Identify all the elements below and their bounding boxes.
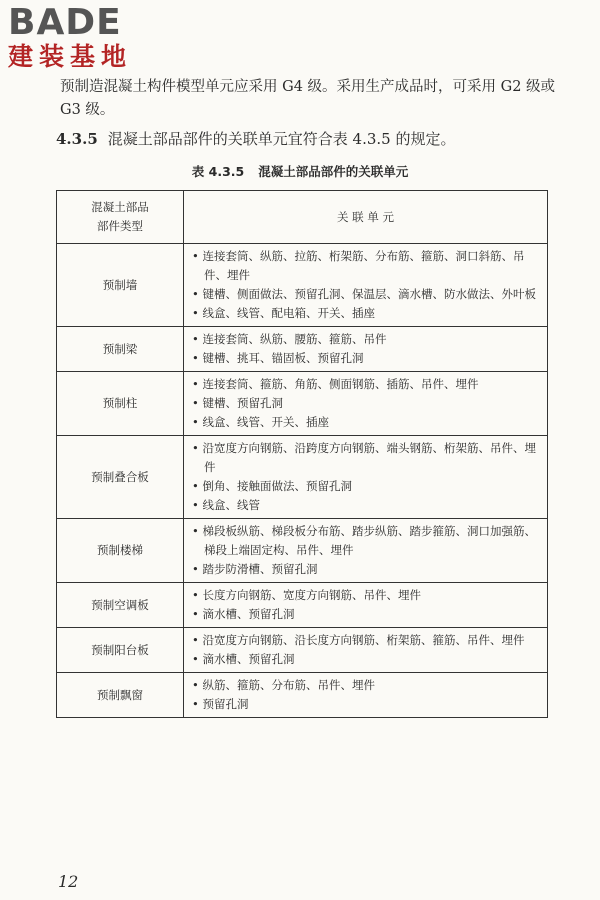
bullet-icon: • xyxy=(192,377,203,391)
related-units-cell xyxy=(184,519,548,583)
unit-list-item xyxy=(192,439,539,477)
unit-text: 滴水槽、预留孔洞 xyxy=(202,652,295,666)
related-units-cell xyxy=(184,583,548,628)
bullet-icon: • xyxy=(192,524,203,538)
bullet-icon: • xyxy=(192,306,203,320)
unit-text: 线盒、线管、配电箱、开关、插座 xyxy=(202,306,375,320)
related-units-cell xyxy=(184,244,548,327)
header-component-type xyxy=(57,191,184,244)
clause-number: 4.3.5 xyxy=(56,130,98,148)
component-type-cell: 预制楼梯 xyxy=(57,519,184,583)
unit-text: 键槽、侧面做法、预留孔洞、保温层、滴水槽、防水做法、外叶板 xyxy=(202,287,536,301)
unit-text: 梯段板纵筋、梯段板分布筋、踏步纵筋、踏步箍筋、洞口加强筋、梯段上端固定构、吊件、埋件 xyxy=(202,524,536,557)
header-col1-line2: 部件类型 xyxy=(97,219,143,233)
unit-text: 踏步防滑槽、预留孔洞 xyxy=(202,562,318,576)
table-row xyxy=(57,372,548,436)
related-units-table xyxy=(56,190,548,718)
bullet-icon: • xyxy=(192,332,203,346)
related-units-cell xyxy=(184,327,548,372)
bullet-icon: • xyxy=(192,498,203,512)
bullet-icon: • xyxy=(192,678,203,692)
component-type-cell: 预制柱 xyxy=(57,372,184,436)
bullet-icon: • xyxy=(192,607,203,621)
bullet-icon: • xyxy=(192,697,203,711)
table-row xyxy=(57,327,548,372)
unit-text: 沿宽度方向钢筋、沿跨度方向钢筋、端头钢筋、桁架筋、吊件、埋件 xyxy=(202,441,536,474)
bade-logo xyxy=(8,4,132,72)
unit-list-item xyxy=(192,394,539,413)
logo-subtitle: 建装基地 xyxy=(8,42,133,71)
unit-text: 滴水槽、预留孔洞 xyxy=(202,607,295,621)
unit-list-item xyxy=(192,247,539,285)
component-type-cell: 预制飘窗 xyxy=(57,673,184,718)
table-row xyxy=(57,628,548,673)
unit-text: 线盒、线管 xyxy=(202,498,260,512)
unit-list-item xyxy=(192,605,539,624)
bullet-icon: • xyxy=(192,287,203,301)
related-units-cell xyxy=(184,372,548,436)
component-type-cell: 预制叠合板 xyxy=(57,436,184,519)
unit-text: 连接套筒、纵筋、腰筋、箍筋、吊件 xyxy=(202,332,387,346)
table-row xyxy=(57,244,548,327)
bullet-icon: • xyxy=(192,562,203,576)
unit-list-item xyxy=(192,349,539,368)
header-related-units: 关 联 单 元 xyxy=(184,191,548,244)
logo-wordmark: BADE xyxy=(8,2,122,43)
unit-text: 连接套筒、箍筋、角筋、侧面钢筋、插筋、吊件、埋件 xyxy=(202,377,479,391)
clause-text: 混凝土部品部件的关联单元宜符合表 4.3.5 的规定。 xyxy=(107,130,456,148)
table-caption-title: 混凝土部品部件的关联单元 xyxy=(258,164,409,179)
table-row xyxy=(57,519,548,583)
unit-text: 键槽、挑耳、锚固板、预留孔洞 xyxy=(202,351,364,365)
table-row xyxy=(57,583,548,628)
table-row xyxy=(57,673,548,718)
unit-list-item xyxy=(192,650,539,669)
related-units-cell xyxy=(184,673,548,718)
bullet-icon: • xyxy=(192,351,203,365)
unit-text: 连接套筒、纵筋、拉筋、桁架筋、分布筋、箍筋、洞口斜筋、吊件、埋件 xyxy=(202,249,525,282)
component-type-cell: 预制墙 xyxy=(57,244,184,327)
related-units-cell xyxy=(184,436,548,519)
table-header-row xyxy=(57,191,548,244)
unit-list-item xyxy=(192,285,539,304)
table-body xyxy=(57,244,548,718)
unit-list-item xyxy=(192,304,539,323)
bullet-icon: • xyxy=(192,479,203,493)
table-row xyxy=(57,436,548,519)
unit-text: 纵筋、箍筋、分布筋、吊件、埋件 xyxy=(202,678,375,692)
related-units-cell xyxy=(184,628,548,673)
unit-list-item xyxy=(192,330,539,349)
bullet-icon: • xyxy=(192,249,203,263)
unit-text: 长度方向钢筋、宽度方向钢筋、吊件、埋件 xyxy=(202,588,421,602)
header-col1-line1: 混凝土部品 xyxy=(91,200,149,214)
unit-text: 线盒、线管、开关、插座 xyxy=(202,415,329,429)
unit-list-item xyxy=(192,477,539,496)
clause-4-3-5 xyxy=(56,128,576,150)
unit-list-item xyxy=(192,375,539,394)
unit-text: 预留孔洞 xyxy=(202,697,249,711)
unit-text: 沿宽度方向钢筋、沿长度方向钢筋、桁架筋、箍筋、吊件、埋件 xyxy=(202,633,525,647)
unit-list-item xyxy=(192,676,539,695)
bullet-icon: • xyxy=(192,415,203,429)
page-number: 12 xyxy=(58,872,79,891)
table-caption xyxy=(0,163,600,181)
unit-list-item xyxy=(192,413,539,432)
bullet-icon: • xyxy=(192,396,203,410)
unit-text: 倒角、接触面做法、预留孔洞 xyxy=(202,479,352,493)
bullet-icon: • xyxy=(192,652,203,666)
component-type-cell: 预制空调板 xyxy=(57,583,184,628)
unit-text: 键槽、预留孔洞 xyxy=(202,396,283,410)
component-type-cell: 预制梁 xyxy=(57,327,184,372)
bullet-icon: • xyxy=(192,633,203,647)
bullet-icon: • xyxy=(192,588,203,602)
bullet-icon: • xyxy=(192,441,203,455)
unit-list-item xyxy=(192,522,539,560)
unit-list-item xyxy=(192,560,539,579)
unit-list-item xyxy=(192,496,539,515)
intro-paragraph: 预制造混凝土构件模型单元应采用 G4 级。采用生产成品时，可采用 G2 级或 G3 级。 xyxy=(60,79,556,118)
unit-list-item xyxy=(192,631,539,650)
unit-list-item xyxy=(192,586,539,605)
component-type-cell: 预制阳台板 xyxy=(57,628,184,673)
unit-list-item xyxy=(192,695,539,714)
table-caption-number: 表 4.3.5 xyxy=(191,164,245,179)
